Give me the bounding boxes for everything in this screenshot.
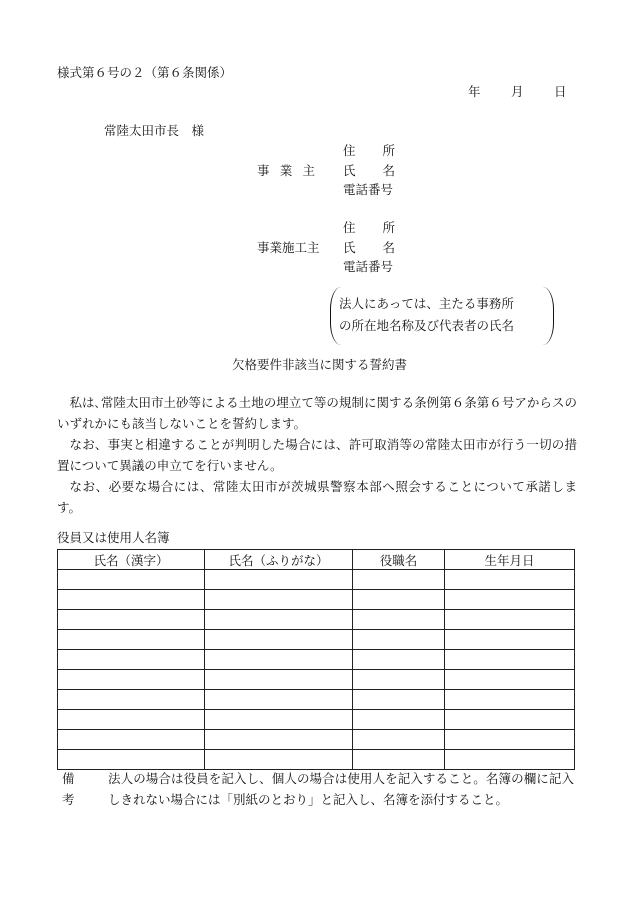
roster-table [57, 549, 575, 770]
table-row [58, 590, 575, 610]
position-cell[interactable] [353, 690, 445, 710]
roster-caption: 役員又は使用人名簿 [57, 530, 170, 545]
position-cell[interactable] [353, 670, 445, 690]
date-month-label: 月 [511, 84, 524, 99]
table-row [58, 670, 575, 690]
position-cell[interactable] [353, 750, 445, 770]
table-row [58, 750, 575, 770]
name-kanji-cell[interactable] [58, 630, 205, 650]
name-kanji-cell[interactable] [58, 690, 205, 710]
table-row [58, 650, 575, 670]
birthdate-cell[interactable] [445, 650, 575, 670]
birthdate-cell[interactable] [445, 690, 575, 710]
contractor-name-label: 氏名 [343, 240, 395, 255]
name-kanji-cell[interactable] [58, 730, 205, 750]
name-kanji-cell[interactable] [58, 710, 205, 730]
name-furigana-cell[interactable] [205, 590, 353, 610]
name-kanji-cell[interactable] [58, 570, 205, 590]
table-row [58, 730, 575, 750]
pledge-paragraph: なお、必要な場合には、常陸太田市が茨城県警察本部へ照会することについて承諾します。 [57, 479, 577, 515]
owner-address-label: 住所 [343, 143, 395, 158]
owner-role-label: 事業主 [257, 163, 315, 178]
pledge-paragraph: なお、事実と相違することが判明した場合には、許可取消等の常陸太田市が行う一切の措置について異議の申立てを行いません。 [57, 437, 577, 473]
name-furigana-cell[interactable] [205, 650, 353, 670]
corporate-note-line2: の所在地名称及び代表者の氏名 [339, 318, 515, 333]
table-row [58, 610, 575, 630]
pledge-paragraph: 私は､常陸太田市土砂等による土地の埋立て等の規制に関する条例第６条第６号アからスのいずれかにも該当しないことを誓約します。 [57, 395, 577, 431]
position-cell[interactable] [353, 570, 445, 590]
name-furigana-cell[interactable] [205, 570, 353, 590]
document-title: 欠格要件非該当に関する誓約書 [232, 357, 408, 372]
position-cell[interactable] [353, 590, 445, 610]
corporate-note [330, 287, 554, 345]
birthdate-cell[interactable] [445, 750, 575, 770]
position-cell[interactable] [353, 630, 445, 650]
position-cell[interactable] [353, 610, 445, 630]
contractor-role-label: 事業施工主 [257, 240, 320, 255]
birthdate-cell[interactable] [445, 630, 575, 650]
date-year-label: 年 [468, 84, 481, 99]
position-cell[interactable] [353, 650, 445, 670]
name-furigana-cell[interactable] [205, 610, 353, 630]
birthdate-cell[interactable] [445, 590, 575, 610]
addressee: 常陸太田市長 様 [104, 123, 205, 138]
name-furigana-cell[interactable] [205, 690, 353, 710]
name-kanji-cell[interactable] [58, 750, 205, 770]
name-kanji-cell[interactable] [58, 650, 205, 670]
birthdate-cell[interactable] [445, 570, 575, 590]
name-kanji-cell[interactable] [58, 590, 205, 610]
table-row [58, 570, 575, 590]
contractor-address-label: 住所 [343, 220, 395, 235]
owner-name-label: 氏名 [343, 163, 395, 178]
name-furigana-cell[interactable] [205, 670, 353, 690]
contractor-phone-label: 電話番号 [343, 259, 394, 274]
name-furigana-cell[interactable] [205, 710, 353, 730]
form-number: 様式第６号の２（第６条関係） [57, 65, 233, 80]
name-furigana-cell[interactable] [205, 750, 353, 770]
column-header-birthdate: 生年月日 [445, 550, 575, 570]
name-furigana-cell[interactable] [205, 730, 353, 750]
name-kanji-cell[interactable] [58, 610, 205, 630]
table-row [58, 690, 575, 710]
column-header-name-furigana: 氏名（ふりがな） [205, 550, 353, 570]
position-cell[interactable] [353, 730, 445, 750]
remarks-label: 備考 [62, 771, 75, 807]
owner-phone-label: 電話番号 [343, 182, 394, 197]
birthdate-cell[interactable] [445, 610, 575, 630]
date-day-label: 日 [554, 84, 567, 99]
birthdate-cell[interactable] [445, 670, 575, 690]
position-cell[interactable] [353, 710, 445, 730]
corporate-note-line1: 法人にあっては、主たる事務所 [339, 296, 514, 311]
name-furigana-cell[interactable] [205, 630, 353, 650]
table-row [58, 710, 575, 730]
column-header-position: 役職名 [353, 550, 445, 570]
remarks-text: 法人の場合は役員を記入し、個人の場合は使用人を記入すること。名簿の欄に記入しきれない場合には「別紙のとおり」と記入し、名簿を添付すること。 [108, 771, 574, 807]
pledge-body [57, 392, 577, 518]
column-header-name-kanji: 氏名（漢字） [58, 550, 205, 570]
birthdate-cell[interactable] [445, 730, 575, 750]
birthdate-cell[interactable] [445, 710, 575, 730]
table-row [58, 630, 575, 650]
name-kanji-cell[interactable] [58, 670, 205, 690]
